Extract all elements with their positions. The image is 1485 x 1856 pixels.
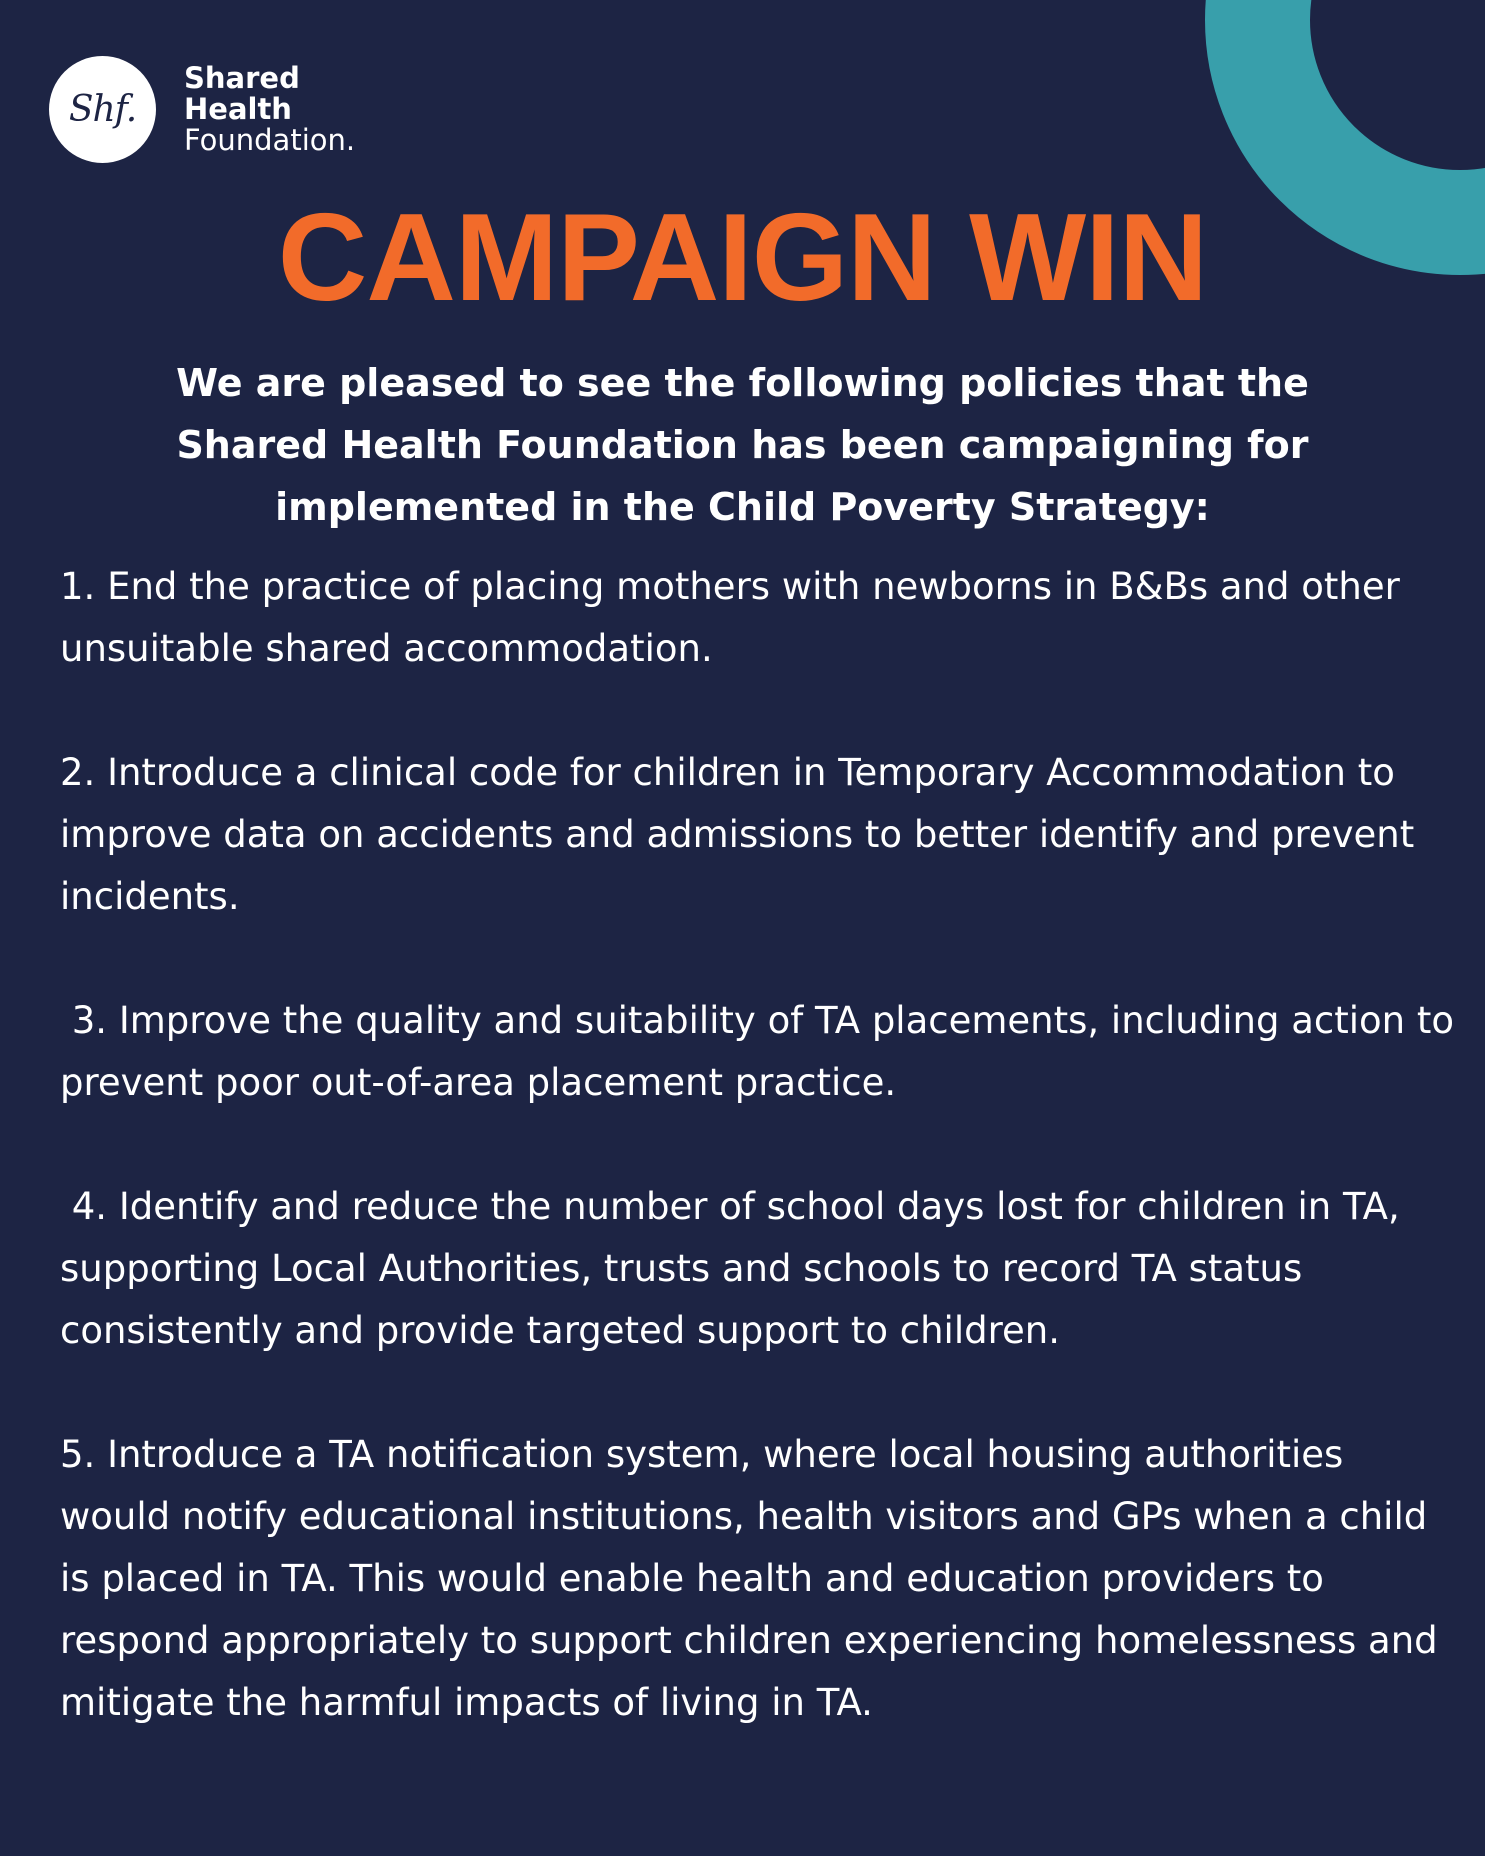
policy-item-5: 5. Introduce a TA notification system, where local housing authorities would notify educational institutions, health visitors and GPs when a child is placed in TA. This would enable health and education providers to respond appropriately to support children experiencing homelessness and mitigate the harmful impacts of living in TA. bbox=[60, 1433, 1450, 1724]
logo-mark: Shf. bbox=[49, 56, 156, 163]
policy-item-4: 4. Identify and reduce the number of school days lost for children in TA, supporting Local Authorities, trusts and schools to record TA status consistently and provide targeted support to children. bbox=[60, 1185, 1412, 1352]
logo-wordmark bbox=[184, 63, 355, 156]
intro-text: We are pleased to see the following policies that the Shared Health Foundation has been campaigning for implemented in the Child Poverty Strategy: bbox=[176, 361, 1309, 529]
logo-line-health: Health bbox=[184, 92, 292, 126]
headline: CAMPAIGN WIN bbox=[277, 189, 1208, 327]
policy-item-3: 3. Improve the quality and suitability of TA placements, including action to prevent poor out-of-area placement practice. bbox=[60, 999, 1466, 1104]
logo-line-shared: Shared bbox=[184, 61, 300, 95]
logo-line-foundation: Foundation. bbox=[184, 123, 356, 157]
logo bbox=[49, 56, 355, 163]
policy-item-2: 2. Introduce a clinical code for children in Temporary Accommodation to improve data on accidents and admissions to better identify and prevent incidents. bbox=[60, 751, 1427, 918]
policy-list bbox=[60, 556, 1466, 1734]
policy-item-1: 1. End the practice of placing mothers with newborns in B&Bs and other unsuitable shared accommodation. bbox=[60, 565, 1412, 670]
